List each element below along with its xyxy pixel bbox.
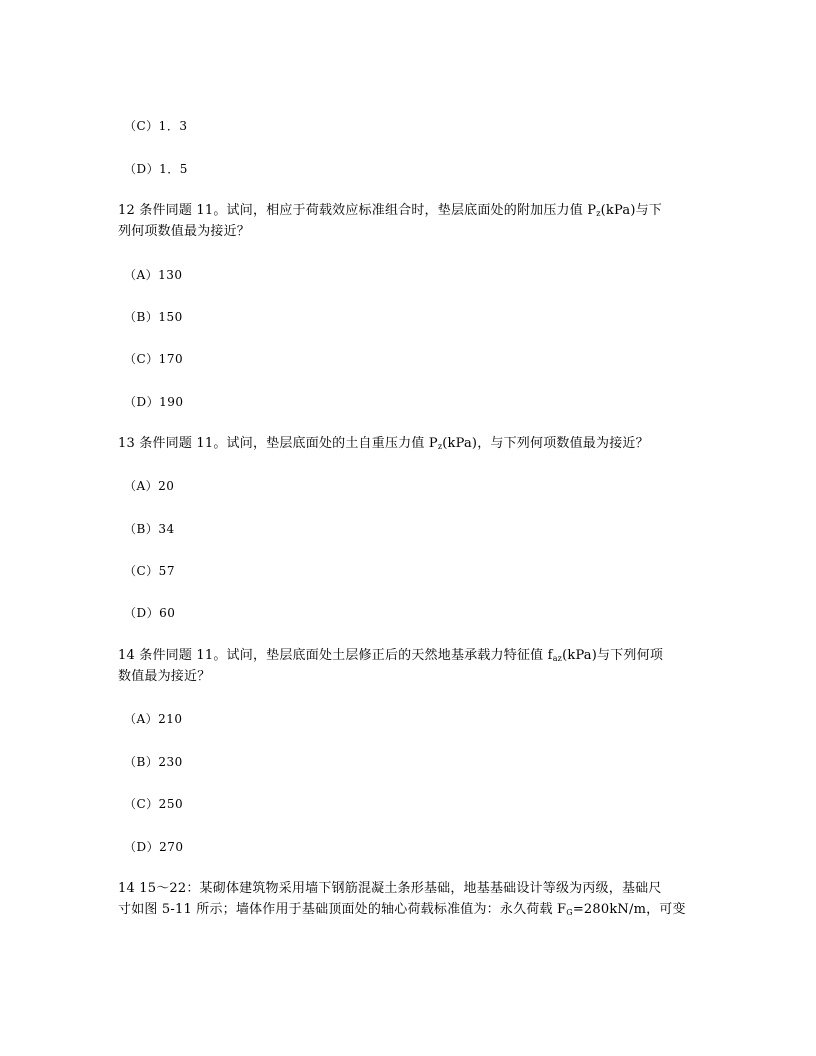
question-14-line-1: 14 条件同题 11。试问，垫层底面处土层修正后的天然地基承载力特征值 $f_{az}(kPa)$与下列何项 (118, 648, 664, 663)
question-15-22-line-2: 寸如图 5-11 所示；墙体作用于基础顶面处的轴心荷载标准值为：永久荷载 $F_G=280kN/m$，可变 (118, 902, 686, 917)
q13-option-c: （C）57 (124, 564, 175, 578)
q12-option-d: （D）190 (124, 395, 184, 409)
q13-option-a: （A）20 (124, 479, 175, 493)
question-13-line-1: 13 条件同题 11。试问，垫层底面处的土自重压力值 $P_z(kPa)$，与下列何项数值最为接近？ (118, 436, 649, 451)
option-c-prev: （C）1．3 (124, 119, 188, 133)
question-12-line-2: 列何项数值最为接近？ (118, 224, 251, 239)
question-12-line-1: 12 条件同题 11。试问，相应于荷载效应标准组合时，垫层底面处的附加压力值 $P_z(kPa)$与下 (118, 203, 662, 218)
q14-option-c: （C）250 (124, 797, 184, 811)
q14-option-d: （D）270 (124, 840, 184, 854)
question-14-line-2: 数值最为接近？ (118, 669, 211, 684)
q14-option-b: （B）230 (124, 755, 183, 769)
q12-option-b: （B）150 (124, 310, 183, 324)
q13-option-d: （D）60 (124, 606, 176, 620)
q12-option-c: （C）170 (124, 352, 184, 366)
question-15-22-line-1: 14 15～22：某砌体建筑物采用墙下钢筋混凝土条形基础，地基基础设计等级为丙级，基础尺 (118, 881, 662, 896)
option-d-prev: （D）1．5 (124, 162, 188, 176)
q13-option-b: （B）34 (124, 522, 175, 536)
q12-option-a: （A）130 (124, 268, 183, 282)
q14-option-a: （A）210 (124, 712, 183, 726)
